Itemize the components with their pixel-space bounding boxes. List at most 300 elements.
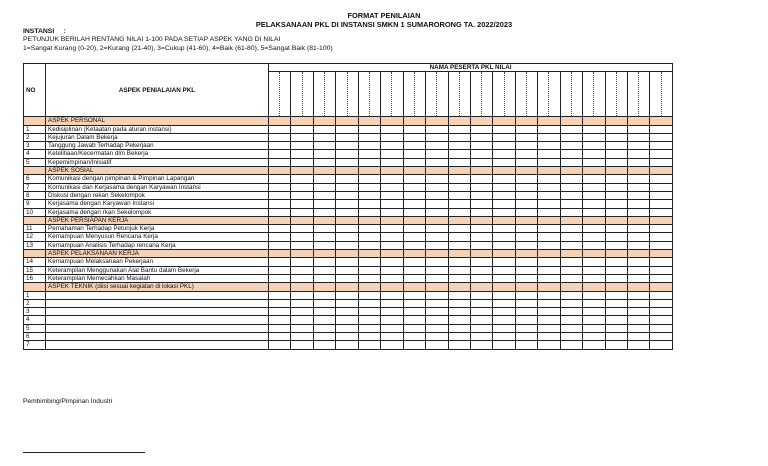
score-cell[interactable]: [493, 191, 515, 199]
score-cell[interactable]: [650, 333, 673, 341]
score-cell[interactable]: [560, 266, 582, 274]
score-cell[interactable]: [605, 150, 627, 158]
score-cell[interactable]: [269, 175, 291, 183]
score-cell[interactable]: [291, 341, 313, 349]
score-cell[interactable]: [628, 191, 650, 199]
score-cell[interactable]: [470, 175, 492, 183]
score-cell[interactable]: [448, 158, 470, 166]
score-cell[interactable]: [560, 333, 582, 341]
score-cell[interactable]: [470, 316, 492, 324]
score-cell[interactable]: [628, 341, 650, 349]
score-cell[interactable]: [560, 150, 582, 158]
score-cell[interactable]: [493, 125, 515, 133]
score-cell[interactable]: [470, 183, 492, 191]
score-cell[interactable]: [650, 125, 673, 133]
score-cell[interactable]: [426, 299, 448, 307]
score-cell[interactable]: [628, 183, 650, 191]
participant-name-cell[interactable]: [605, 72, 627, 117]
score-cell[interactable]: [381, 316, 403, 324]
score-cell[interactable]: [605, 208, 627, 216]
score-cell[interactable]: [426, 183, 448, 191]
score-cell[interactable]: [650, 183, 673, 191]
participant-name-cell[interactable]: [560, 72, 582, 117]
score-cell[interactable]: [291, 208, 313, 216]
score-cell[interactable]: [628, 133, 650, 141]
score-cell[interactable]: [650, 299, 673, 307]
score-cell[interactable]: [538, 291, 560, 299]
score-cell[interactable]: [358, 266, 380, 274]
score-cell[interactable]: [381, 324, 403, 332]
score-cell[interactable]: [628, 299, 650, 307]
score-cell[interactable]: [313, 200, 335, 208]
score-cell[interactable]: [336, 208, 358, 216]
score-cell[interactable]: [470, 274, 492, 282]
score-cell[interactable]: [560, 308, 582, 316]
score-cell[interactable]: [493, 341, 515, 349]
score-cell[interactable]: [628, 150, 650, 158]
score-cell[interactable]: [605, 291, 627, 299]
score-cell[interactable]: [560, 200, 582, 208]
score-cell[interactable]: [470, 225, 492, 233]
score-cell[interactable]: [628, 158, 650, 166]
score-cell[interactable]: [583, 241, 605, 249]
score-cell[interactable]: [269, 241, 291, 249]
score-cell[interactable]: [538, 274, 560, 282]
score-cell[interactable]: [336, 142, 358, 150]
score-cell[interactable]: [448, 241, 470, 249]
score-cell[interactable]: [358, 133, 380, 141]
score-cell[interactable]: [336, 175, 358, 183]
score-cell[interactable]: [448, 191, 470, 199]
score-cell[interactable]: [426, 308, 448, 316]
score-cell[interactable]: [583, 191, 605, 199]
score-cell[interactable]: [313, 150, 335, 158]
score-cell[interactable]: [336, 308, 358, 316]
score-cell[interactable]: [628, 266, 650, 274]
score-cell[interactable]: [269, 150, 291, 158]
score-cell[interactable]: [381, 175, 403, 183]
score-cell[interactable]: [605, 233, 627, 241]
participant-name-cell[interactable]: [336, 72, 358, 117]
score-cell[interactable]: [313, 208, 335, 216]
score-cell[interactable]: [583, 183, 605, 191]
score-cell[interactable]: [381, 200, 403, 208]
score-cell[interactable]: [381, 142, 403, 150]
score-cell[interactable]: [493, 142, 515, 150]
score-cell[interactable]: [358, 150, 380, 158]
score-cell[interactable]: [515, 158, 537, 166]
score-cell[interactable]: [605, 308, 627, 316]
score-cell[interactable]: [583, 291, 605, 299]
participant-name-cell[interactable]: [403, 72, 425, 117]
score-cell[interactable]: [291, 150, 313, 158]
score-cell[interactable]: [650, 225, 673, 233]
score-cell[interactable]: [470, 133, 492, 141]
score-cell[interactable]: [336, 133, 358, 141]
score-cell[interactable]: [426, 233, 448, 241]
score-cell[interactable]: [381, 299, 403, 307]
score-cell[interactable]: [470, 324, 492, 332]
score-cell[interactable]: [538, 191, 560, 199]
score-cell[interactable]: [313, 175, 335, 183]
score-cell[interactable]: [358, 158, 380, 166]
score-cell[interactable]: [403, 150, 425, 158]
score-cell[interactable]: [291, 175, 313, 183]
score-cell[interactable]: [381, 291, 403, 299]
score-cell[interactable]: [605, 158, 627, 166]
score-cell[interactable]: [605, 225, 627, 233]
score-cell[interactable]: [560, 183, 582, 191]
score-cell[interactable]: [515, 266, 537, 274]
score-cell[interactable]: [628, 324, 650, 332]
score-cell[interactable]: [291, 316, 313, 324]
score-cell[interactable]: [403, 266, 425, 274]
score-cell[interactable]: [403, 308, 425, 316]
score-cell[interactable]: [269, 133, 291, 141]
score-cell[interactable]: [313, 142, 335, 150]
score-cell[interactable]: [358, 191, 380, 199]
score-cell[interactable]: [515, 233, 537, 241]
score-cell[interactable]: [515, 291, 537, 299]
score-cell[interactable]: [650, 150, 673, 158]
score-cell[interactable]: [358, 291, 380, 299]
score-cell[interactable]: [448, 291, 470, 299]
score-cell[interactable]: [470, 142, 492, 150]
score-cell[interactable]: [403, 142, 425, 150]
score-cell[interactable]: [515, 150, 537, 158]
score-cell[interactable]: [313, 191, 335, 199]
score-cell[interactable]: [426, 125, 448, 133]
score-cell[interactable]: [628, 274, 650, 282]
score-cell[interactable]: [403, 183, 425, 191]
score-cell[interactable]: [560, 133, 582, 141]
score-cell[interactable]: [538, 142, 560, 150]
participant-name-cell[interactable]: [269, 72, 291, 117]
score-cell[interactable]: [493, 183, 515, 191]
score-cell[interactable]: [336, 333, 358, 341]
score-cell[interactable]: [605, 341, 627, 349]
score-cell[interactable]: [650, 133, 673, 141]
score-cell[interactable]: [313, 308, 335, 316]
score-cell[interactable]: [493, 200, 515, 208]
score-cell[interactable]: [336, 258, 358, 266]
score-cell[interactable]: [650, 175, 673, 183]
score-cell[interactable]: [538, 158, 560, 166]
aspect-label[interactable]: [46, 299, 269, 307]
score-cell[interactable]: [538, 258, 560, 266]
score-cell[interactable]: [313, 183, 335, 191]
score-cell[interactable]: [336, 291, 358, 299]
score-cell[interactable]: [628, 125, 650, 133]
score-cell[interactable]: [313, 258, 335, 266]
score-cell[interactable]: [515, 125, 537, 133]
score-cell[interactable]: [650, 233, 673, 241]
score-cell[interactable]: [403, 233, 425, 241]
score-cell[interactable]: [605, 266, 627, 274]
score-cell[interactable]: [538, 316, 560, 324]
score-cell[interactable]: [628, 333, 650, 341]
score-cell[interactable]: [493, 175, 515, 183]
score-cell[interactable]: [403, 133, 425, 141]
score-cell[interactable]: [269, 333, 291, 341]
score-cell[interactable]: [313, 291, 335, 299]
score-cell[interactable]: [470, 150, 492, 158]
score-cell[interactable]: [515, 274, 537, 282]
score-cell[interactable]: [515, 324, 537, 332]
score-cell[interactable]: [358, 200, 380, 208]
score-cell[interactable]: [470, 233, 492, 241]
aspect-label[interactable]: [46, 308, 269, 316]
score-cell[interactable]: [628, 258, 650, 266]
score-cell[interactable]: [583, 150, 605, 158]
score-cell[interactable]: [628, 200, 650, 208]
score-cell[interactable]: [583, 142, 605, 150]
score-cell[interactable]: [381, 241, 403, 249]
score-cell[interactable]: [560, 274, 582, 282]
score-cell[interactable]: [560, 324, 582, 332]
score-cell[interactable]: [381, 233, 403, 241]
score-cell[interactable]: [426, 200, 448, 208]
score-cell[interactable]: [381, 208, 403, 216]
score-cell[interactable]: [583, 133, 605, 141]
score-cell[interactable]: [538, 266, 560, 274]
score-cell[interactable]: [650, 200, 673, 208]
participant-name-cell[interactable]: [538, 72, 560, 117]
score-cell[interactable]: [336, 299, 358, 307]
score-cell[interactable]: [269, 191, 291, 199]
score-cell[interactable]: [538, 333, 560, 341]
score-cell[interactable]: [291, 191, 313, 199]
score-cell[interactable]: [313, 266, 335, 274]
score-cell[interactable]: [605, 241, 627, 249]
score-cell[interactable]: [515, 333, 537, 341]
score-cell[interactable]: [493, 233, 515, 241]
score-cell[interactable]: [583, 158, 605, 166]
score-cell[interactable]: [336, 158, 358, 166]
score-cell[interactable]: [470, 341, 492, 349]
score-cell[interactable]: [538, 233, 560, 241]
score-cell[interactable]: [336, 200, 358, 208]
score-cell[interactable]: [269, 208, 291, 216]
participant-name-cell[interactable]: [470, 72, 492, 117]
score-cell[interactable]: [538, 183, 560, 191]
score-cell[interactable]: [538, 225, 560, 233]
score-cell[interactable]: [515, 208, 537, 216]
score-cell[interactable]: [426, 208, 448, 216]
score-cell[interactable]: [403, 225, 425, 233]
score-cell[interactable]: [560, 208, 582, 216]
score-cell[interactable]: [470, 291, 492, 299]
participant-name-cell[interactable]: [313, 72, 335, 117]
score-cell[interactable]: [470, 200, 492, 208]
score-cell[interactable]: [583, 266, 605, 274]
score-cell[interactable]: [313, 341, 335, 349]
score-cell[interactable]: [381, 125, 403, 133]
score-cell[interactable]: [448, 341, 470, 349]
score-cell[interactable]: [336, 183, 358, 191]
score-cell[interactable]: [605, 333, 627, 341]
score-cell[interactable]: [269, 142, 291, 150]
score-cell[interactable]: [313, 324, 335, 332]
score-cell[interactable]: [269, 233, 291, 241]
score-cell[interactable]: [403, 316, 425, 324]
score-cell[interactable]: [403, 191, 425, 199]
score-cell[interactable]: [403, 158, 425, 166]
participant-name-cell[interactable]: [650, 72, 673, 117]
score-cell[interactable]: [448, 183, 470, 191]
score-cell[interactable]: [470, 258, 492, 266]
score-cell[interactable]: [448, 200, 470, 208]
score-cell[interactable]: [583, 175, 605, 183]
score-cell[interactable]: [336, 125, 358, 133]
score-cell[interactable]: [336, 191, 358, 199]
score-cell[interactable]: [583, 233, 605, 241]
score-cell[interactable]: [291, 142, 313, 150]
score-cell[interactable]: [470, 191, 492, 199]
score-cell[interactable]: [336, 316, 358, 324]
score-cell[interactable]: [336, 241, 358, 249]
participant-name-cell[interactable]: [583, 72, 605, 117]
score-cell[interactable]: [628, 233, 650, 241]
score-cell[interactable]: [336, 274, 358, 282]
score-cell[interactable]: [515, 142, 537, 150]
score-cell[interactable]: [650, 291, 673, 299]
score-cell[interactable]: [650, 324, 673, 332]
aspect-label[interactable]: [46, 341, 269, 349]
score-cell[interactable]: [538, 208, 560, 216]
score-cell[interactable]: [291, 125, 313, 133]
score-cell[interactable]: [291, 333, 313, 341]
score-cell[interactable]: [560, 316, 582, 324]
score-cell[interactable]: [650, 191, 673, 199]
score-cell[interactable]: [470, 208, 492, 216]
score-cell[interactable]: [269, 125, 291, 133]
score-cell[interactable]: [650, 158, 673, 166]
score-cell[interactable]: [381, 341, 403, 349]
score-cell[interactable]: [381, 150, 403, 158]
score-cell[interactable]: [493, 241, 515, 249]
participant-name-cell[interactable]: [628, 72, 650, 117]
score-cell[interactable]: [313, 233, 335, 241]
score-cell[interactable]: [269, 266, 291, 274]
score-cell[interactable]: [515, 183, 537, 191]
score-cell[interactable]: [313, 299, 335, 307]
score-cell[interactable]: [358, 324, 380, 332]
score-cell[interactable]: [470, 125, 492, 133]
score-cell[interactable]: [448, 142, 470, 150]
score-cell[interactable]: [605, 125, 627, 133]
score-cell[interactable]: [448, 150, 470, 158]
participant-name-cell[interactable]: [381, 72, 403, 117]
score-cell[interactable]: [269, 341, 291, 349]
score-cell[interactable]: [583, 333, 605, 341]
score-cell[interactable]: [448, 333, 470, 341]
score-cell[interactable]: [426, 133, 448, 141]
score-cell[interactable]: [650, 308, 673, 316]
score-cell[interactable]: [560, 291, 582, 299]
score-cell[interactable]: [336, 225, 358, 233]
score-cell[interactable]: [560, 125, 582, 133]
score-cell[interactable]: [313, 125, 335, 133]
score-cell[interactable]: [470, 241, 492, 249]
score-cell[interactable]: [448, 175, 470, 183]
score-cell[interactable]: [426, 191, 448, 199]
score-cell[interactable]: [493, 308, 515, 316]
score-cell[interactable]: [426, 274, 448, 282]
score-cell[interactable]: [448, 324, 470, 332]
score-cell[interactable]: [493, 258, 515, 266]
score-cell[interactable]: [403, 175, 425, 183]
score-cell[interactable]: [538, 133, 560, 141]
score-cell[interactable]: [403, 333, 425, 341]
score-cell[interactable]: [403, 200, 425, 208]
aspect-label[interactable]: [46, 324, 269, 332]
score-cell[interactable]: [515, 133, 537, 141]
score-cell[interactable]: [493, 158, 515, 166]
score-cell[interactable]: [538, 324, 560, 332]
score-cell[interactable]: [448, 316, 470, 324]
score-cell[interactable]: [448, 233, 470, 241]
score-cell[interactable]: [583, 324, 605, 332]
score-cell[interactable]: [269, 200, 291, 208]
score-cell[interactable]: [650, 208, 673, 216]
score-cell[interactable]: [381, 333, 403, 341]
score-cell[interactable]: [381, 133, 403, 141]
score-cell[interactable]: [426, 158, 448, 166]
score-cell[interactable]: [470, 299, 492, 307]
score-cell[interactable]: [291, 258, 313, 266]
score-cell[interactable]: [605, 183, 627, 191]
score-cell[interactable]: [358, 175, 380, 183]
participant-name-cell[interactable]: [515, 72, 537, 117]
score-cell[interactable]: [403, 241, 425, 249]
score-cell[interactable]: [583, 308, 605, 316]
score-cell[interactable]: [291, 324, 313, 332]
score-cell[interactable]: [560, 175, 582, 183]
score-cell[interactable]: [291, 308, 313, 316]
score-cell[interactable]: [493, 299, 515, 307]
score-cell[interactable]: [291, 133, 313, 141]
score-cell[interactable]: [426, 258, 448, 266]
participant-name-cell[interactable]: [291, 72, 313, 117]
score-cell[interactable]: [291, 225, 313, 233]
score-cell[interactable]: [381, 191, 403, 199]
score-cell[interactable]: [628, 142, 650, 150]
score-cell[interactable]: [560, 225, 582, 233]
score-cell[interactable]: [538, 241, 560, 249]
score-cell[interactable]: [403, 258, 425, 266]
score-cell[interactable]: [403, 324, 425, 332]
score-cell[interactable]: [560, 158, 582, 166]
score-cell[interactable]: [291, 241, 313, 249]
score-cell[interactable]: [426, 291, 448, 299]
score-cell[interactable]: [448, 208, 470, 216]
score-cell[interactable]: [291, 266, 313, 274]
score-cell[interactable]: [269, 258, 291, 266]
score-cell[interactable]: [538, 125, 560, 133]
score-cell[interactable]: [605, 274, 627, 282]
score-cell[interactable]: [291, 299, 313, 307]
score-cell[interactable]: [448, 133, 470, 141]
score-cell[interactable]: [313, 158, 335, 166]
score-cell[interactable]: [426, 225, 448, 233]
score-cell[interactable]: [403, 274, 425, 282]
score-cell[interactable]: [358, 299, 380, 307]
score-cell[interactable]: [381, 258, 403, 266]
aspect-label[interactable]: [46, 333, 269, 341]
score-cell[interactable]: [336, 341, 358, 349]
score-cell[interactable]: [336, 266, 358, 274]
